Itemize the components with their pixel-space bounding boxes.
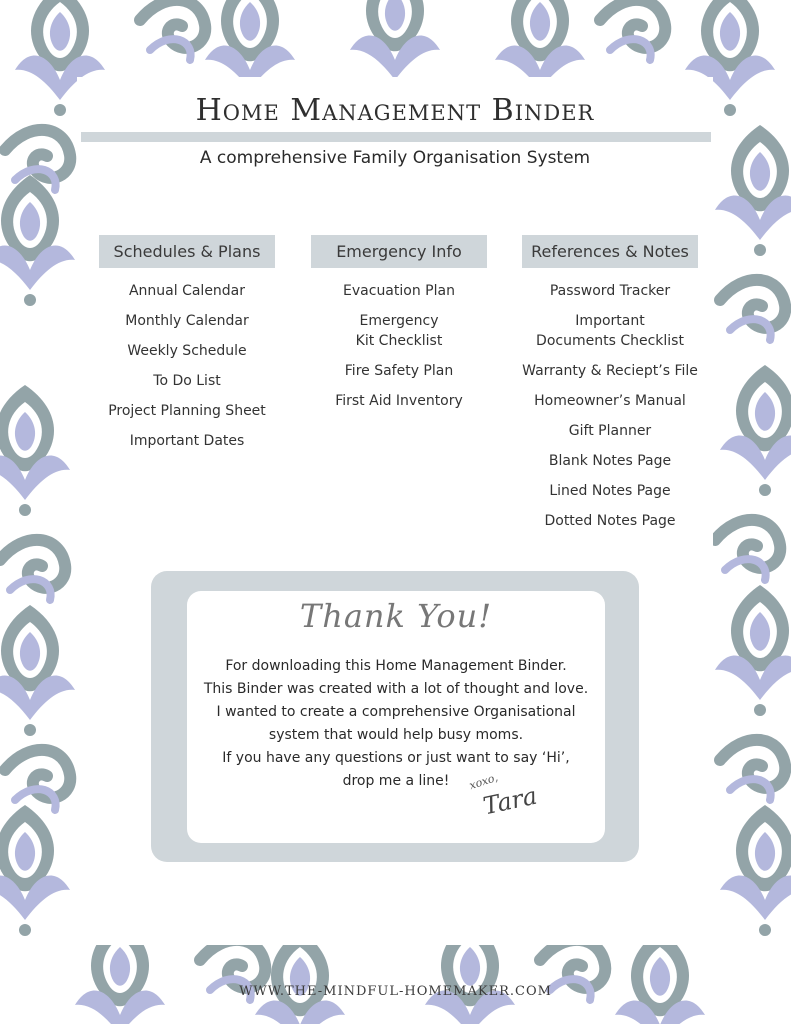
list-item: Homeowner’s Manual (534, 393, 686, 409)
list-item: Fire Safety Plan (344, 363, 454, 379)
list-item: Weekly Schedule (127, 343, 247, 359)
section-header: Schedules & Plans (99, 235, 275, 268)
message-line: drop me a line! (342, 773, 450, 789)
list-item: Dotted Notes Page (544, 513, 676, 529)
list-item: First Aid Inventory (335, 393, 463, 409)
list-item: To Do List (153, 373, 221, 389)
message-line: This Binder was created with a lot of thought and love. (203, 681, 589, 697)
signature (467, 770, 559, 835)
thank-you-heading: Thank You! (299, 597, 493, 635)
list-item: Gift Planner (568, 423, 652, 439)
message-line: For downloading this Home Management Binder. (225, 658, 567, 674)
title-divider (81, 132, 711, 142)
thank-you-card (187, 591, 605, 843)
section-list (311, 281, 487, 411)
list-item: Emergency Kit Checklist (355, 313, 443, 349)
list-item: Annual Calendar (128, 283, 246, 299)
section-header: References & Notes (522, 235, 698, 268)
section-schedules-plans (99, 235, 275, 461)
section-list (522, 281, 698, 531)
list-item: Project Planning Sheet (108, 403, 266, 419)
section-list (99, 281, 275, 451)
list-item: Important Documents Checklist (536, 313, 684, 349)
message-line: system that would help busy moms. (268, 727, 524, 743)
signoff: xoxo, (467, 770, 500, 793)
page-title: Home Management Binder (195, 93, 595, 128)
list-item: Lined Notes Page (549, 483, 671, 499)
signature-name: Tara (480, 781, 540, 821)
website-footer: WWW.THE-MINDFUL-HOMEMAKER.COM (239, 984, 552, 999)
section-header: Emergency Info (311, 235, 487, 268)
list-item: Evacuation Plan (343, 283, 455, 299)
section-emergency-info (311, 235, 487, 421)
list-item: Warranty & Reciept’s File (522, 363, 698, 379)
thank-you-message (187, 655, 605, 793)
message-line: If you have any questions or just want to say ‘Hi’, (222, 750, 570, 766)
list-item: Important Dates (129, 433, 245, 449)
list-item: Monthly Calendar (125, 313, 249, 329)
binder-cover-page (77, 77, 713, 945)
list-item: Password Tracker (549, 283, 671, 299)
list-item: Blank Notes Page (548, 453, 672, 469)
page-subtitle: A comprehensive Family Organisation System (199, 148, 591, 168)
message-line: I wanted to create a comprehensive Organisational (216, 704, 576, 720)
thank-you-panel (151, 571, 639, 862)
section-references-notes (522, 235, 698, 541)
